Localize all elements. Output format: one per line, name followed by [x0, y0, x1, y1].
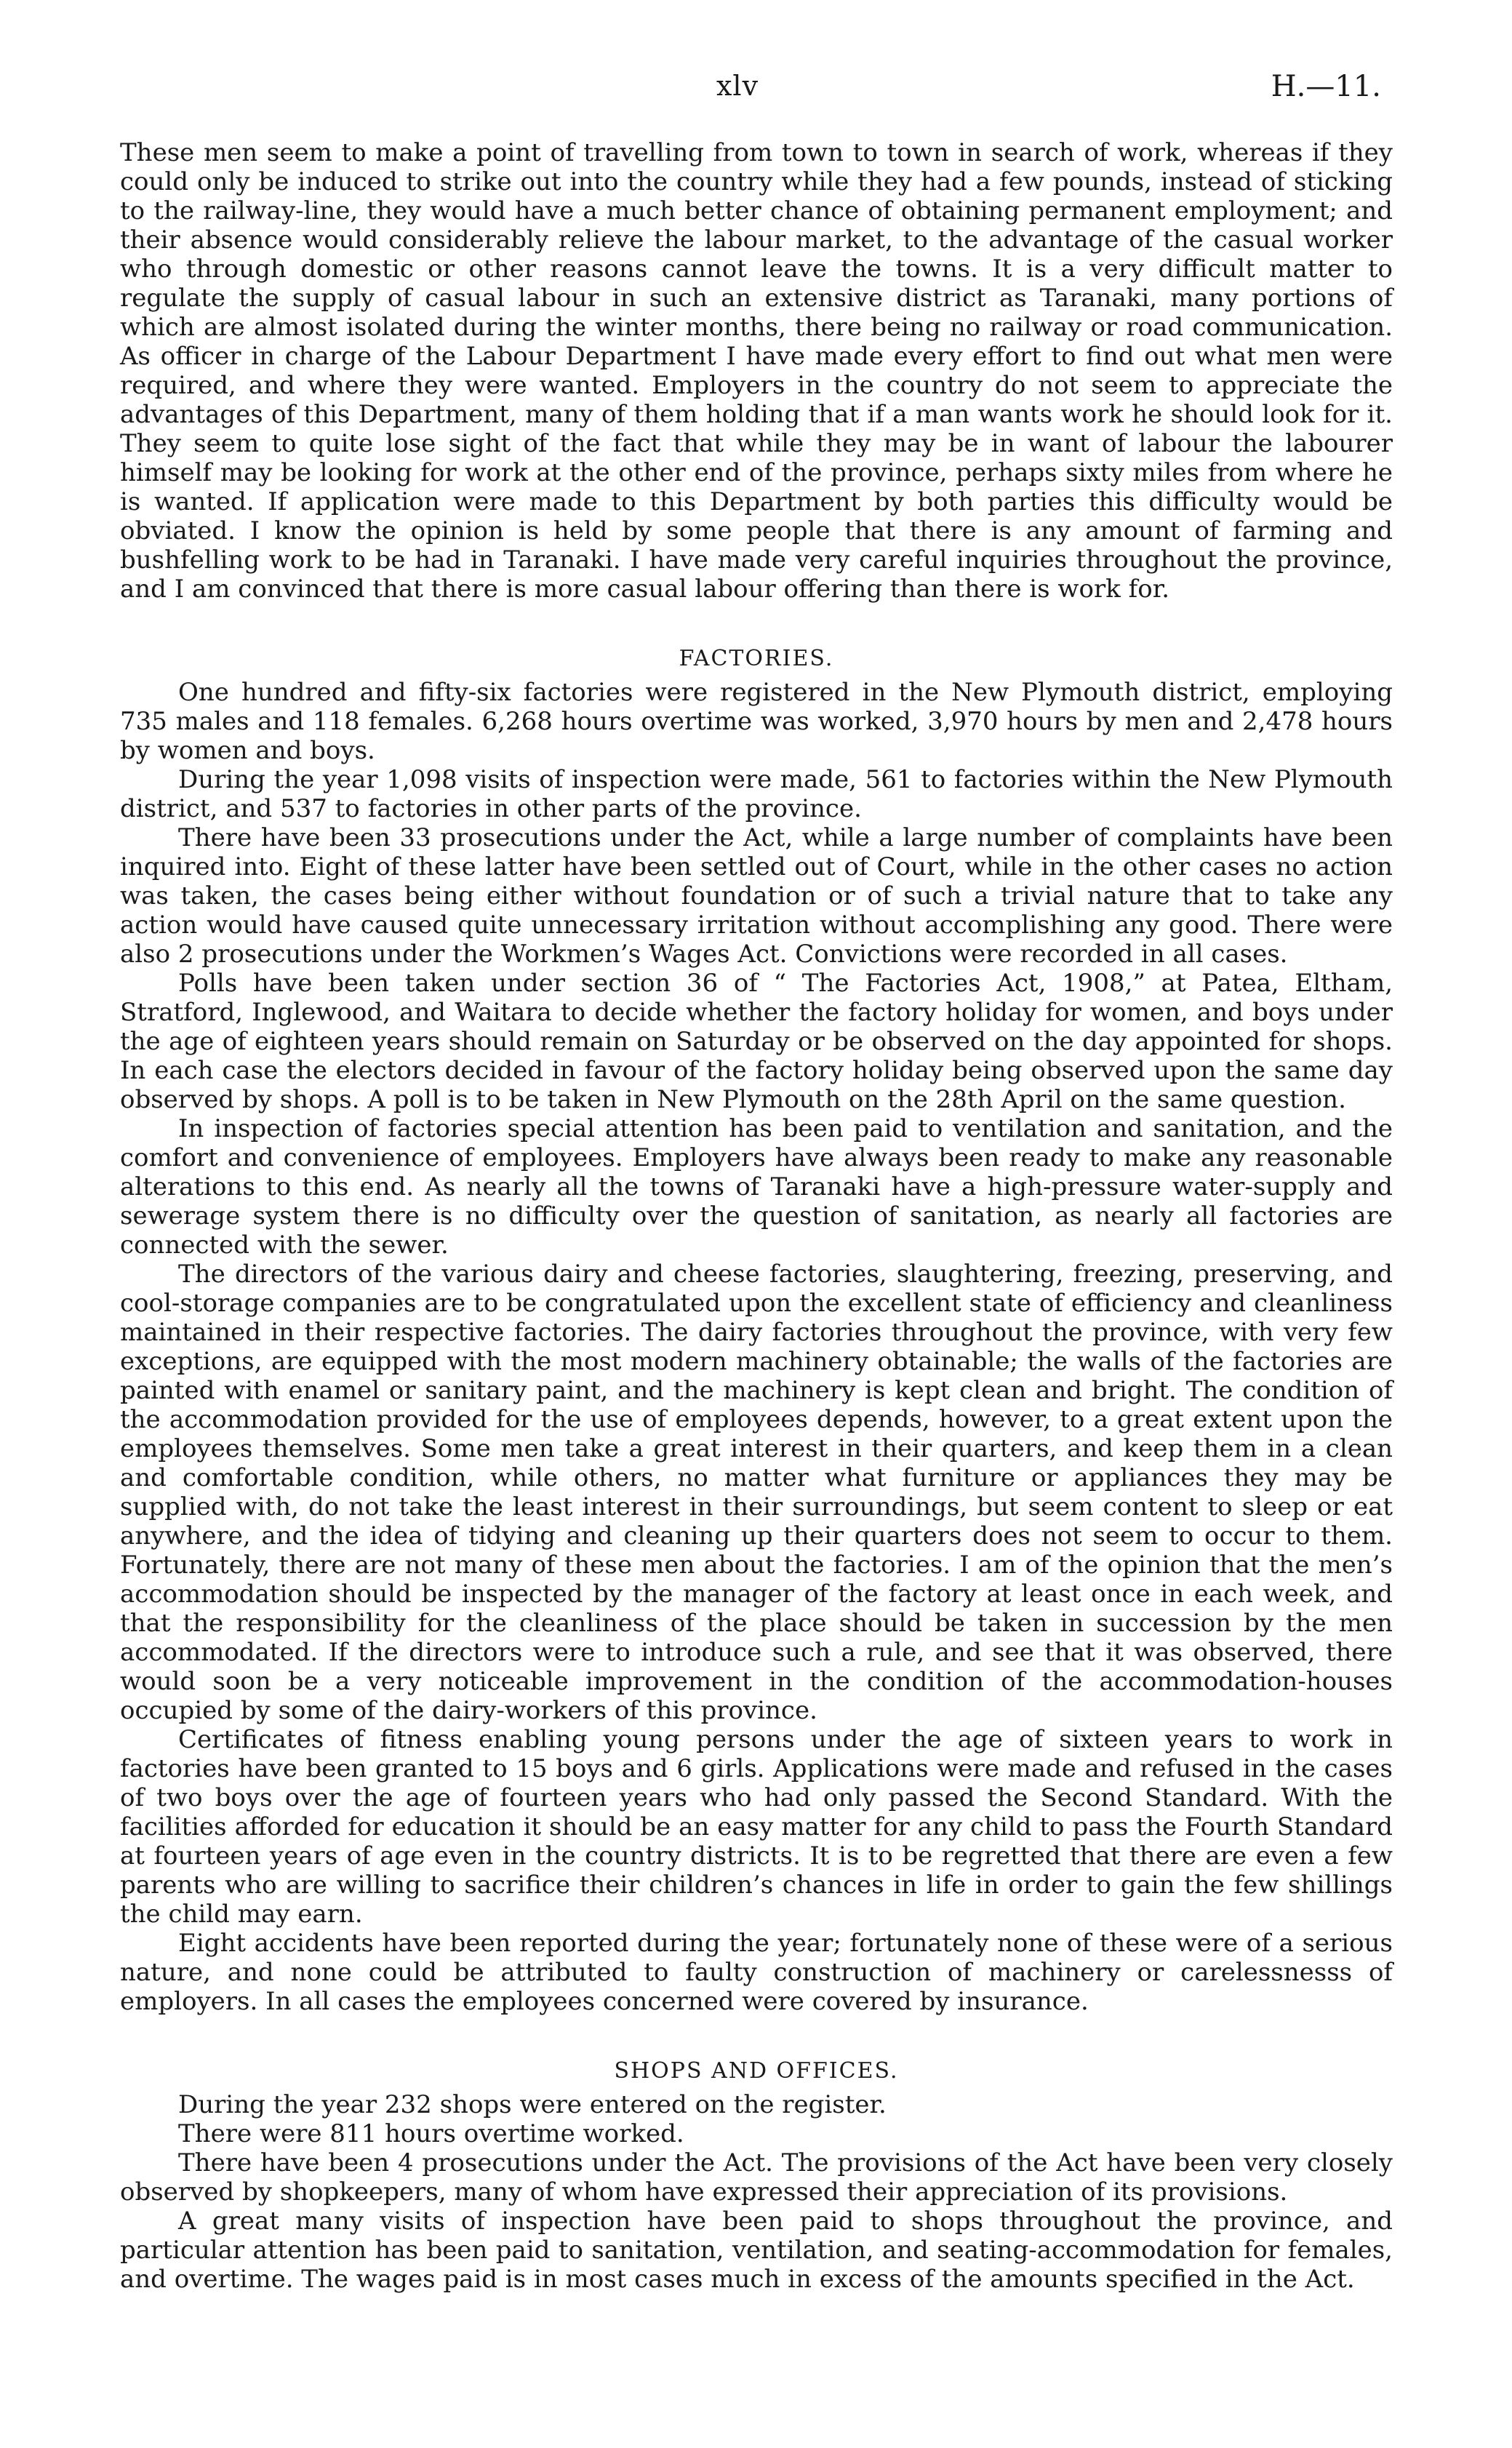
factories-paragraph: Eight accidents have been reported during the year; fortunately none of these were of a serious nature, and none could be attributed to faulty construction of machinery or carelessnesss of employers. In all cases the employees concerned were covered by insurance. [120, 1929, 1393, 2016]
shops-section [120, 2057, 1393, 2294]
shops-heading: SHOPS AND OFFICES. [614, 2058, 899, 2084]
factories-paragraph: There have been 33 prosecutions under the Act, while a large number of complaints have been inquired into. Eight of these latter have been settled out of Court, while in the other cases no action was taken, the cases being either without foundation or of such a trivial nature that to take any action would have caused quite unnecessary irritation without accomplishing any good. There were also 2 prosecutions under the Workmen’s Wages Act. Convictions were recorded in all cases. [120, 823, 1393, 969]
intro-paragraph: These men seem to make a point of travelling from town to town in search of work, whereas if they could only be induced to strike out into the country while they had a few pounds, instead of sticking to the railway-line, they would have a much better chance of obtaining permanent employment; and their absence would considerably relieve the labour market, to the advantage of the casual worker who through domestic or other reasons cannot leave the towns. It is a very difficult matter to regulate the supply of casual labour in such an extensive district as Taranaki, many portions of which are almost isolated during the winter months, there being no railway or road communication. As officer in charge of the Labour Department I have made every effort to find out what men were required, and where they were wanted. Employers in the country do not seem to appreciate the advantages of this Department, many of them holding that if a man wants work he should look for it. They seem to quite lose sight of the fact that while they may be in want of labour the labourer himself may be looking for work at the other end of the province, perhaps sixty miles from where he is wanted. If application were made to this Department by both parties this difficulty would be obviated. I know the opinion is held by some people that there is any amount of farming and bushfelling work to be had in Taranaki. I have made very careful inquiries throughout the province, and I am convinced that there is more casual labour offering than there is work for. [120, 138, 1393, 604]
page-body [120, 138, 1393, 2294]
factories-heading: FACTORIES. [679, 646, 834, 671]
factories-paragraph: Polls have been taken under section 36 of “ The Factories Act, 1908,” at Patea, Eltham, Stratford, Inglewood, and Waitara to decide whether the factory holiday for women, and boys under the age of eighteen years should remain on Saturday or be observed on the day appointed for shops. In each case the electors decided in favour of the factory holiday being observed upon the same day observed by shops. A poll is to be taken in New Plymouth on the 28th April on the same question. [120, 969, 1393, 1114]
page-header [0, 70, 1512, 113]
document-reference: H.—11. [1271, 70, 1381, 103]
shops-paragraph: During the year 232 shops were entered on the register. [178, 2090, 887, 2119]
shops-paragraph: A great many visits of inspection have been paid to shops throughout the province, and particular attention has been paid to sanitation, ventilation, and seating-accommodation for females, and overtime. The wages paid is in most cases much in excess of the amounts specified in the Act. [120, 2207, 1393, 2294]
page-number: xlv [716, 70, 759, 102]
factories-section [120, 644, 1393, 2016]
factories-paragraph: One hundred and fifty-six factories were registered in the New Plymouth district, employing 735 males and 118 females. 6,268 hours overtime was worked, 3,970 hours by men and 2,478 hours by women and boys. [120, 678, 1393, 765]
factories-paragraph: The directors of the various dairy and cheese factories, slaughtering, freezing, preserving, and cool-storage companies are to be congratulated upon the excellent state of efficiency and cleanliness maintained in their respective factories. The dairy factories throughout the province, with very few exceptions, are equipped with the most modern machinery obtainable; the walls of the factories are painted with enamel or sanitary paint, and the machinery is kept clean and bright. The condition of the accommodation provided for the use of employees depends, however, to a great extent upon the employees themselves. Some men take a great interest in their quarters, and keep them in a clean and comfortable condition, while others, no matter what furniture or appliances they may be supplied with, do not take the least interest in their surroundings, but seem content to sleep or eat anywhere, and the idea of tidying and cleaning up their quarters does not seem to occur to them. Fortunately, there are not many of these men about the factories. I am of the opinion that the men’s accommodation should be inspected by the manager of the factory at least once in each week, and that the responsibility for the cleanliness of the place should be taken in succession by the men accommodated. If the directors were to introduce such a rule, and see that it was observed, there would soon be a very noticeable improvement in the condition of the accommodation-houses occupied by some of the dairy-workers of this province. [120, 1260, 1393, 1725]
factories-paragraph: In inspection of factories special attention has been paid to ventilation and sanitation, and the comfort and convenience of employees. Employers have always been ready to make any reasonable alterations to this end. As nearly all the towns of Taranaki have a high-pressure water-supply and sewerage system there is no difficulty over the question of sanitation, as nearly all factories are connected with the sewer. [120, 1114, 1393, 1260]
factories-paragraph: During the year 1,098 visits of inspection were made, 561 to factories within the New Plymouth district, and 537 to factories in other parts of the province. [120, 765, 1393, 823]
shops-paragraph: There were 811 hours overtime worked. [178, 2119, 684, 2148]
factories-paragraph: Certificates of fitness enabling young persons under the age of sixteen years to work in factories have been granted to 15 boys and 6 girls. Applications were made and refused in the cases of two boys over the age of fourteen years who had only passed the Second Standard. With the facilities afforded for education it should be an easy matter for any child to pass the Fourth Standard at fourteen years of age even in the country districts. It is to be regretted that there are even a few parents who are willing to sacrifice their children’s chances in life in order to gain the few shillings the child may earn. [120, 1725, 1393, 1929]
shops-paragraph: There have been 4 prosecutions under the Act. The provisions of the Act have been very closely observed by shopkeepers, many of whom have expressed their appreciation of its provisions. [120, 2148, 1393, 2207]
